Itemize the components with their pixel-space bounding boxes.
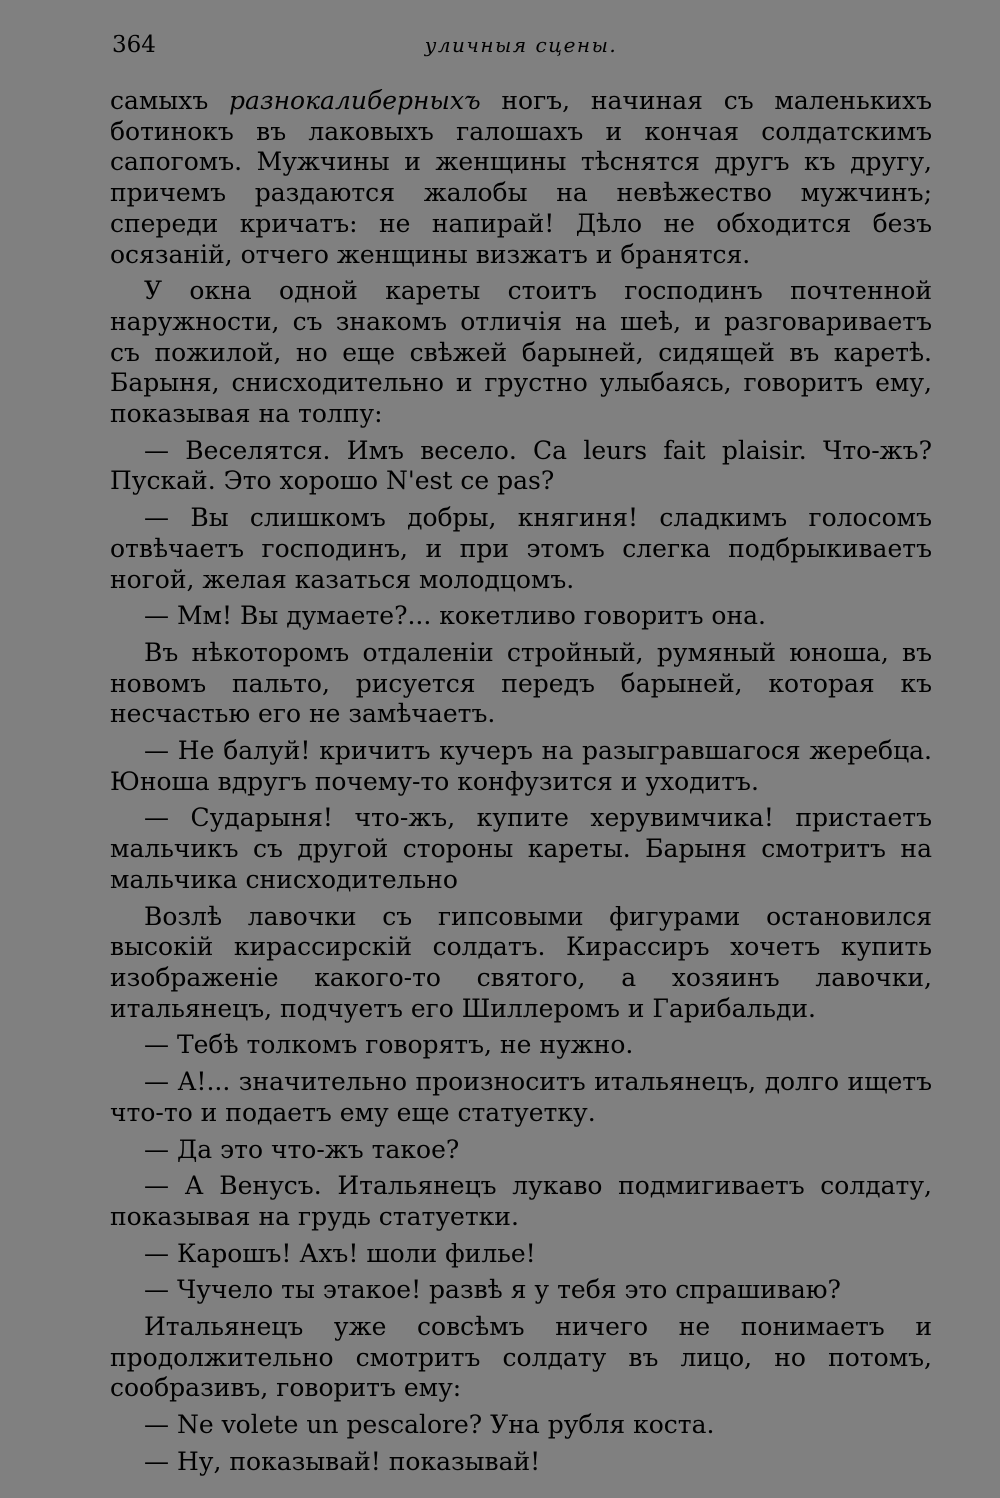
dialogue-line: — Чучело ты этакое! развѣ я у тебя это спрашиваю? bbox=[144, 1275, 841, 1305]
page-number: 364 bbox=[112, 32, 156, 58]
dialogue-line: — Ne volete un pescalore? Уна рубля коста. bbox=[144, 1410, 715, 1440]
running-title: уличныя сцены. bbox=[424, 33, 618, 57]
dialogue-line: — Сударыня! что-жъ, купите херувимчика! пристаетъ мальчикъ съ другой стороны кареты. Барыня смотритъ на мальчика снисходительно bbox=[110, 803, 932, 894]
paragraph: Въ нѣкоторомъ отдаленiи стройный, румяный юноша, въ новомъ пальто, рисуется передъ барыней, которая къ несчастью его не замѣчаетъ. bbox=[110, 637, 932, 729]
paragraph-text: ногъ, начиная съ маленькихъ ботинокъ въ лаковыхъ галошахъ и кончая солдатскимъ сапогомъ. Мужчины и женщины тѣснятся другъ къ другу, причемъ раздаются жалобы на невѣжество мужчинъ; спереди кричатъ: не напирай! Дѣло не обходится безъ осязанiй, отчего женщины визжатъ и бранятся. bbox=[110, 86, 932, 269]
page-body bbox=[110, 86, 932, 1478]
dialogue-line: — А Венусъ. Итальянецъ лукаво подмигиваетъ солдату, показывая на грудь статуетки. bbox=[110, 1171, 932, 1231]
dialogue-line: — А!... значительно произноситъ итальянецъ, долго ищетъ что-то и подаетъ ему еще статуетку. bbox=[110, 1067, 932, 1127]
dialogue-line: — Мм! Вы думаете?... кокетливо говоритъ она. bbox=[144, 601, 766, 631]
dialogue-line: — Не балуй! кричитъ кучеръ на разыгравшагося жеребца. Юноша вдругъ почему-то конфузится и уходитъ. bbox=[110, 736, 932, 796]
paragraph: Возлѣ лавочки съ гипсовыми фигурами остановился высокiй кирассирскiй солдатъ. Кирассиръ хочетъ купить изображенiе какого-то святого, а хозяинъ лавочки, итальянецъ, подчуетъ его Шиллеромъ и Гарибальди. bbox=[110, 901, 932, 1023]
paragraph: Итальянецъ уже совсѣмъ ничего не понимаетъ и продолжительно смотритъ солдату въ лицо, но потомъ, сообразивъ, говоритъ ему: bbox=[110, 1312, 932, 1403]
page-header bbox=[110, 30, 932, 66]
paragraph: У окна одной кареты стоитъ господинъ почтенной наружности, съ знакомъ отличiя на шеѣ, и разговариваетъ съ пожилой, но еще свѣжей барыней, сидящей въ каретѣ. Барыня, снисходительно и грустно улыбаясь, говоритъ ему, показывая на толпу: bbox=[110, 276, 932, 429]
paragraph-italic-word: разнокалиберныхъ bbox=[229, 86, 481, 115]
dialogue-line: — Тебѣ толкомъ говорятъ, не нужно. bbox=[144, 1030, 634, 1060]
dialogue-line: — Да это что-жъ такое? bbox=[144, 1134, 460, 1164]
dialogue-line: — Веселятся. Имъ весело. Ca leurs fait plaisir. Что-жъ? Пускай. Это хорошо N'est ce pas? bbox=[110, 435, 932, 496]
paragraph-continuation bbox=[110, 86, 932, 270]
book-page bbox=[110, 30, 932, 1484]
dialogue-line: — Вы слишкомъ добры, княгиня! сладкимъ голосомъ отвѣчаетъ господинъ, и при этомъ слегка подбрыкиваетъ ногой, желая казаться молодцомъ. bbox=[110, 503, 932, 594]
paragraph-lead: самыхъ bbox=[110, 86, 230, 115]
dialogue-line: — Ну, показывай! показывай! bbox=[144, 1446, 541, 1476]
dialogue-line: — Карошъ! Ахъ! шоли филье! bbox=[144, 1238, 536, 1268]
